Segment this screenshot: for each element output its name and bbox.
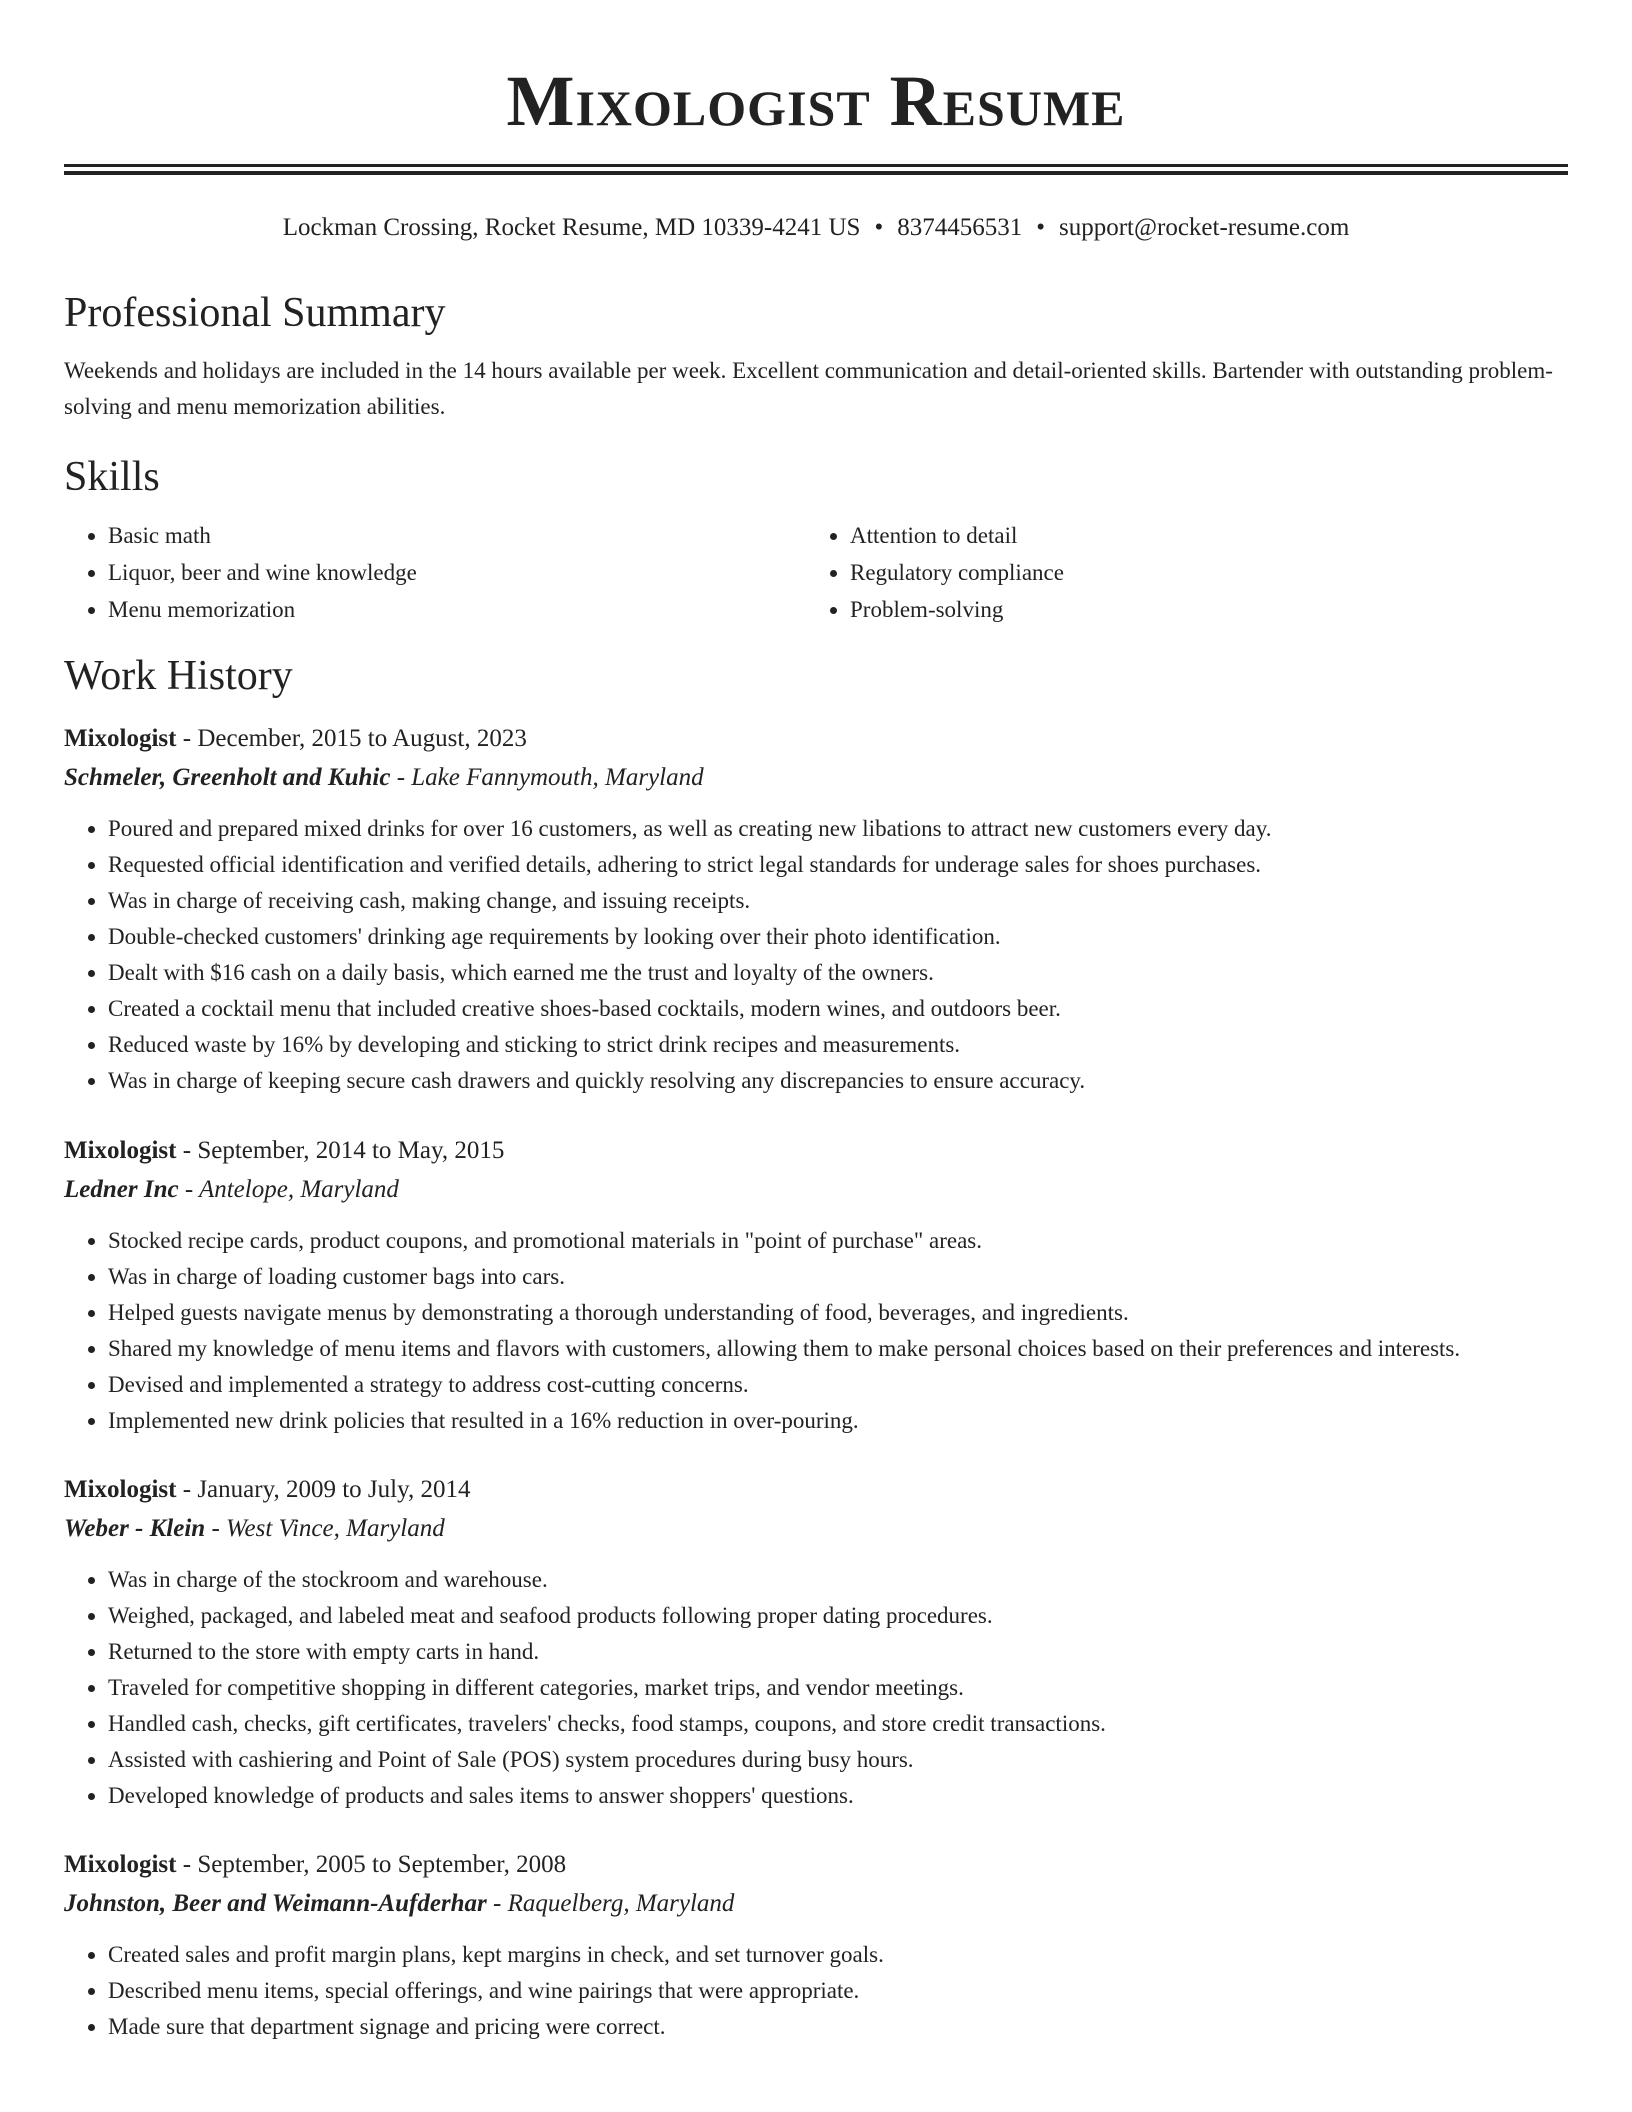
job-header	[64, 720, 1568, 758]
contact-line	[64, 211, 1568, 245]
job-bullet: • Created sales and profit margin plans, kept margins in check, and set turnover goals.	[108, 1937, 1568, 1973]
job-location: Lake Fannymouth, Maryland	[411, 764, 704, 791]
job-dash: -	[184, 1176, 194, 1203]
resume-title: Mixologist Resume	[506, 61, 1126, 141]
job-bullet: • Assisted with cashiering and Point of Sale (POS) system procedures during busy hours.	[108, 1742, 1568, 1778]
skill-item: • Regulatory compliance	[850, 554, 1548, 591]
job-company: Schmeler, Greenholt and Kuhic	[64, 764, 391, 791]
job-dates: September, 2014 to May, 2015	[197, 1137, 505, 1164]
job-bullet: • Was in charge of keeping secure cash drawers and quickly resolving any discrepancies to ensure accuracy.	[108, 1063, 1568, 1099]
job-bullet: • Was in charge of loading customer bags into cars.	[108, 1259, 1568, 1295]
skills-list-left	[64, 517, 806, 628]
job-location: West Vince, Maryland	[226, 1515, 445, 1542]
job-bullet: • Devised and implemented a strategy to address cost-cutting concerns.	[108, 1367, 1568, 1403]
resume-page	[64, 0, 1568, 2045]
job-bullets	[64, 1223, 1568, 1439]
contact-address: Lockman Crossing, Rocket Resume, MD 10339-4241 US	[282, 214, 861, 241]
job-bullets	[64, 811, 1568, 1099]
job-bullets	[64, 1562, 1568, 1814]
job-employer-line	[64, 1884, 1568, 1923]
job-bullet: • Was in charge of receiving cash, making change, and issuing receipts.	[108, 883, 1568, 919]
skills-heading: Skills	[64, 454, 160, 500]
job-bullet: • Dealt with $16 cash on a daily basis, which earned me the trust and loyalty of the owners.	[108, 955, 1568, 991]
skill-item: • Menu memorization	[108, 591, 806, 628]
job-bullet: • Traveled for competitive shopping in different categories, market trips, and vendor meetings.	[108, 1670, 1568, 1706]
skill-item: • Basic math	[108, 517, 806, 554]
job-bullet: • Returned to the store with empty carts in hand.	[108, 1634, 1568, 1670]
job-location: Raquelberg, Maryland	[507, 1890, 735, 1917]
job-bullet: • Shared my knowledge of menu items and flavors with customers, allowing them to make personal choices based on their preferences and interests.	[108, 1331, 1568, 1367]
job-title: Mixologist	[64, 725, 177, 752]
job-bullet: • Stocked recipe cards, product coupons, and promotional materials in "point of purchase" areas.	[108, 1223, 1568, 1259]
job-location: Antelope, Maryland	[198, 1176, 399, 1203]
job-company: Weber - Klein	[64, 1515, 206, 1542]
job-entry	[64, 1471, 1568, 1814]
summary-heading: Professional Summary	[64, 290, 446, 336]
skills-list-right	[806, 517, 1548, 628]
job-dash: -	[493, 1890, 502, 1917]
job-bullet: • Created a cocktail menu that included creative shoes-based cocktails, modern wines, and outdoors beer.	[108, 991, 1568, 1027]
job-bullet: • Handled cash, checks, gift certificates, travelers' checks, food stamps, coupons, and store credit transactions.	[108, 1706, 1568, 1742]
job-bullet: • Developed knowledge of products and sales items to answer shoppers' questions.	[108, 1778, 1568, 1814]
job-bullet: • Reduced waste by 16% by developing and sticking to strict drink recipes and measurements.	[108, 1027, 1568, 1063]
job-bullets	[64, 1937, 1568, 2045]
job-bullet: • Was in charge of the stockroom and warehouse.	[108, 1562, 1568, 1598]
job-company: Johnston, Beer and Weimann-Aufderhar	[64, 1890, 487, 1917]
job-company: Ledner Inc	[64, 1176, 179, 1203]
job-title: Mixologist	[64, 1851, 177, 1878]
work-history-heading: Work History	[64, 653, 293, 699]
job-dates: September, 2005 to September, 2008	[197, 1851, 567, 1878]
job-title: Mixologist	[64, 1476, 177, 1503]
job-dates: January, 2009 to July, 2014	[197, 1476, 471, 1503]
job-bullet: • Requested official identification and verified details, adhering to strict legal standards for underage sales for shoes purchases.	[108, 847, 1568, 883]
job-entry	[64, 720, 1568, 1099]
job-title: Mixologist	[64, 1137, 177, 1164]
job-employer-line	[64, 758, 1568, 797]
job-bullet: • Made sure that department signage and pricing were correct.	[108, 2009, 1568, 2045]
job-header	[64, 1132, 1568, 1170]
contact-phone: 8374456531	[897, 214, 1023, 241]
job-dates: December, 2015 to August, 2023	[197, 725, 527, 752]
job-bullet: • Described menu items, special offerings, and wine pairings that were appropriate.	[108, 1973, 1568, 2009]
job-header	[64, 1846, 1568, 1884]
job-employer-line	[64, 1509, 1568, 1548]
job-bullet: • Poured and prepared mixed drinks for over 16 customers, as well as creating new libations to attract new customers every day.	[108, 811, 1568, 847]
contact-email: support@rocket-resume.com	[1058, 214, 1350, 241]
job-bullet: • Double-checked customers' drinking age requirements by looking over their photo identification.	[108, 919, 1568, 955]
job-bullet: • Implemented new drink policies that resulted in a 16% reduction in over-pouring.	[108, 1403, 1568, 1439]
job-employer-line	[64, 1170, 1568, 1209]
job-dash: -	[182, 725, 192, 752]
skill-item: • Problem-solving	[850, 591, 1548, 628]
job-bullet: • Helped guests navigate menus by demonstrating a thorough understanding of food, beverages, and ingredients.	[108, 1295, 1568, 1331]
job-bullet: • Weighed, packaged, and labeled meat and seafood products following proper dating procedures.	[108, 1598, 1568, 1634]
job-dash: -	[182, 1137, 192, 1164]
title-double-rule	[64, 164, 1568, 175]
job-entry	[64, 1132, 1568, 1439]
contact-separator: •	[874, 214, 884, 241]
contact-separator: •	[1036, 214, 1045, 241]
job-entry	[64, 1846, 1568, 2045]
summary-text: Weekends and holidays are included in the 14 hours available per week. Excellent communication and detail-oriented skills. Bartender with outstanding problem-solving and menu memorization abilities.	[64, 358, 1553, 419]
skill-item: • Liquor, beer and wine knowledge	[108, 554, 806, 591]
job-dash: -	[182, 1476, 192, 1503]
job-dash: -	[182, 1851, 192, 1878]
job-header	[64, 1471, 1568, 1509]
job-dash: -	[211, 1515, 220, 1542]
job-dash: -	[396, 764, 406, 791]
skill-item: • Attention to detail	[850, 517, 1548, 554]
skills-grid	[64, 517, 1568, 628]
